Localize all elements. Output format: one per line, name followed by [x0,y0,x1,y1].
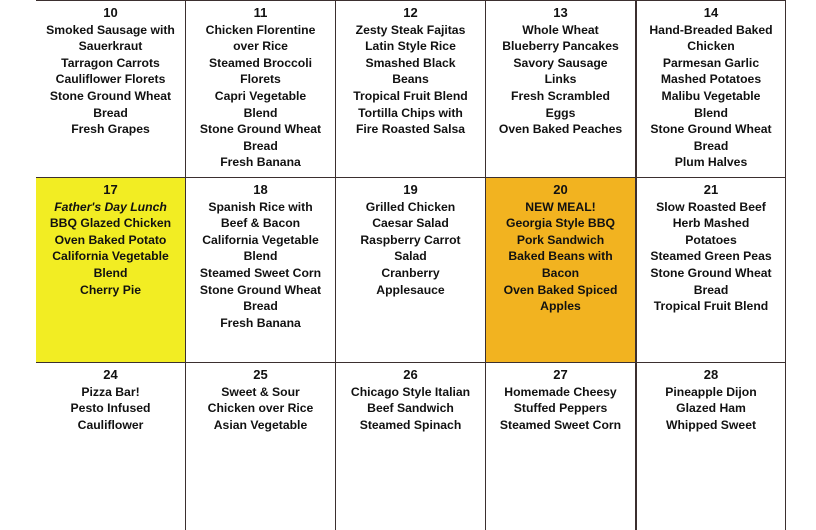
menu-item: Georgia Style BBQ [505,216,616,231]
menu-item: Blueberry Pancakes [502,39,619,54]
menu-item: Hand-Breaded Baked [649,22,773,37]
menu-item: Steamed Spinach [359,417,462,432]
menu-item: Beans [392,72,429,87]
menu-item: Malibu Vegetable [661,88,761,103]
menu-item: Grilled Chicken [365,199,456,214]
menu-item: Raspberry Carrot [360,232,461,247]
menu-item: Caesar Salad [372,216,449,231]
menu-item: Cherry Pie [80,282,141,297]
menu-item: Cauliflower Florets [55,72,166,87]
day-cell-25 [186,363,336,530]
menu-item: Smoked Sausage with [46,22,175,37]
day-number: 28 [703,367,719,382]
menu-item: Pesto Infused [70,401,151,416]
menu-item: Savory Sausage [513,55,608,70]
menu-item: Sauerkraut [78,39,143,54]
day-cell-10 [36,0,186,178]
day-number: 19 [403,182,418,197]
menu-item: Florets [240,72,281,87]
menu-item: Stone Ground Wheat [49,88,172,103]
day-number: 12 [403,5,418,20]
day-number: 20 [553,182,568,197]
day-number: 17 [103,182,118,197]
menu-item: Cauliflower [77,417,144,432]
day-number: 24 [103,367,118,382]
menu-item: Bread [693,282,729,297]
menu-item: Beef Sandwich [367,401,454,416]
menu-item: Spanish Rice with [208,199,313,214]
day-number: 21 [703,182,719,197]
menu-item: Tarragon Carrots [61,55,160,70]
day-number: 13 [553,5,568,20]
day-cell-27 [486,363,636,530]
menu-item: Whipped Sweet [665,417,757,432]
menu-item: Herb Mashed [672,216,750,231]
menu-item: Cranberry [381,265,440,280]
menu-item: Asian Vegetable [213,417,308,432]
menu-item: Oven Baked Spiced [503,282,618,297]
day-number: 14 [703,5,719,20]
menu-item: Eggs [545,105,576,120]
menu-item: Steamed Sweet Corn [199,265,322,280]
menu-item: Stone Ground Wheat [650,265,772,280]
menu-item: Links [544,72,577,87]
menu-item: Fresh Grapes [71,122,150,137]
menu-item: Tropical Fruit Blend [353,88,468,103]
menu-item: Apples [540,299,581,314]
menu-item: Oven Baked Peaches [498,122,623,137]
menu-item: Salad [394,249,427,264]
menu-calendar-grid [36,0,786,430]
day-number: 26 [403,367,418,382]
menu-item: Fresh Banana [220,155,301,170]
menu-item: Blend [243,249,278,264]
menu-item: Chicken over Rice [207,401,314,416]
menu-item: Steamed Broccoli [209,55,312,70]
day-cell-12 [336,0,486,178]
menu-item: Bread [93,105,128,120]
day-cell-14 [636,0,786,178]
menu-item: Baked Beans with [508,249,613,264]
day-cell-13 [486,0,636,178]
menu-item: Stuffed Peppers [513,401,608,416]
menu-item: Capri Vegetable [214,88,307,103]
menu-item: Applesauce [376,282,445,297]
menu-item: Chicken Florentine [205,22,316,37]
menu-item: Slow Roasted Beef [656,199,766,214]
menu-item: Bread [243,138,278,153]
menu-item: Steamed Green Peas [650,249,772,264]
menu-item: Pineapple Dijon [665,384,757,399]
menu-item: Blend [243,105,278,120]
day-cell-28 [636,363,786,530]
menu-item: Oven Baked Potato [54,232,167,247]
day-cell-20 [486,178,636,363]
menu-item: Stone Ground Wheat [199,282,322,297]
new-meal-label: NEW MEAL! [525,199,596,214]
menu-item: Chicago Style Italian [350,384,471,399]
menu-item: California Vegetable [52,249,169,264]
menu-item: Zesty Steak Fajitas [355,22,466,37]
menu-item: Mashed Potatoes [660,72,762,87]
menu-item: Homemade Cheesy [504,384,617,399]
day-cell-21 [636,178,786,363]
menu-item: Stone Ground Wheat [650,122,772,137]
menu-item: Stone Ground Wheat [199,122,322,137]
menu-item: Glazed Ham [676,401,746,416]
day-cell-18 [186,178,336,363]
menu-item: over Rice [233,39,288,54]
day-cell-17 [36,178,186,363]
day-cell-26 [336,363,486,530]
menu-item: Pork Sandwich [516,232,605,247]
day-number: 10 [103,5,118,20]
menu-item: Fresh Scrambled [511,88,610,103]
menu-item: Blend [694,105,728,120]
day-cell-19 [336,178,486,363]
menu-item: Plum Halves [674,155,748,170]
menu-item: Bread [693,138,729,153]
day-number: 25 [253,367,268,382]
day-number: 27 [553,367,568,382]
menu-item: Bread [243,299,278,314]
menu-item: Potatoes [685,232,737,247]
menu-item: Sweet & Sour [221,384,300,399]
day-cell-11 [186,0,336,178]
menu-item: Smashed Black [365,55,456,70]
menu-item: BBQ Glazed Chicken [49,216,172,231]
menu-item: Bacon [541,265,580,280]
menu-item: Blend [93,265,128,280]
menu-item: Steamed Sweet Corn [499,417,622,432]
day-number: 18 [253,182,268,197]
menu-item: Beef & Bacon [220,216,301,231]
day-number: 11 [253,5,268,20]
menu-item: Tortilla Chips with [358,105,463,120]
day-cell-24 [36,363,186,530]
menu-item: California Vegetable [202,232,319,247]
menu-item: Fire Roasted Salsa [355,122,466,137]
menu-item: Chicken [687,39,735,54]
menu-item: Whole Wheat [522,22,599,37]
special-note: Father's Day Lunch [54,199,167,214]
menu-item: Parmesan Garlic [662,55,760,70]
menu-item: Tropical Fruit Blend [653,299,769,314]
menu-item: Fresh Banana [220,315,301,330]
menu-item: Pizza Bar! [81,384,140,399]
menu-item: Latin Style Rice [365,39,456,54]
